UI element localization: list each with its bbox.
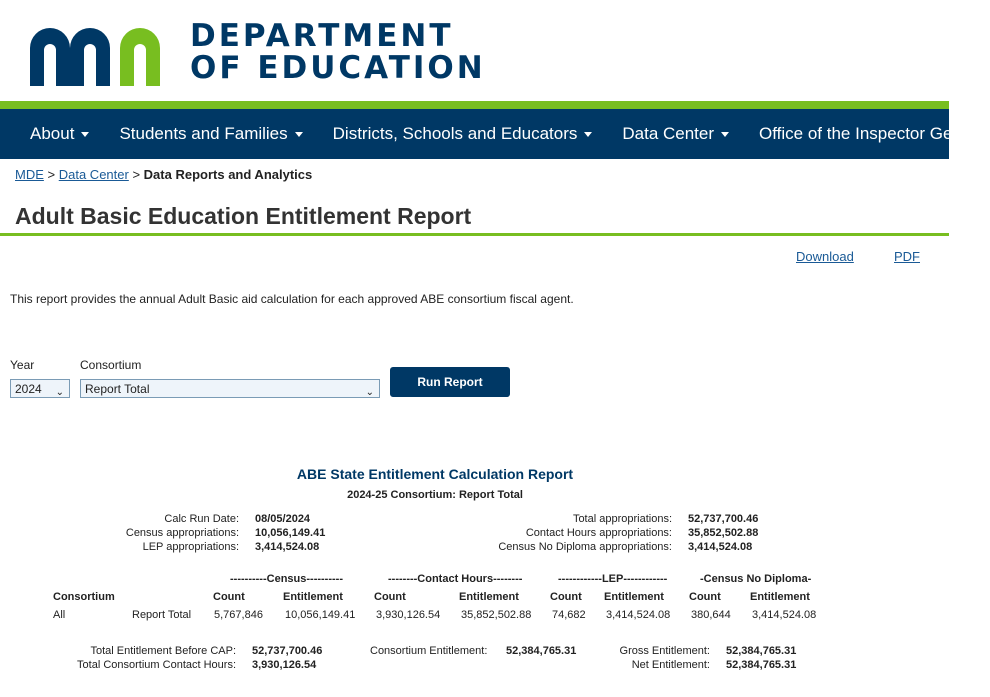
census-appropriations-label: Census appropriations:: [125, 527, 239, 539]
title-divider: [0, 233, 949, 236]
col-header-cnd-count: Count: [689, 591, 721, 603]
chevron-down-icon: ⌄: [55, 387, 64, 398]
cell-lep-count: 74,682: [552, 609, 586, 621]
col-header-cnd-entitlement: Entitlement: [750, 591, 810, 603]
census-appropriations-value: 10,056,149.41: [255, 527, 326, 539]
caret-down-icon: [584, 132, 592, 137]
group-header-census-no-diploma: -Census No Diploma-: [700, 573, 812, 585]
nav-item-about[interactable]: About: [30, 124, 89, 144]
group-header-census: ----------Census----------: [230, 573, 343, 585]
lep-appropriations-value: 3,414,524.08: [255, 541, 320, 553]
year-select[interactable]: [10, 379, 70, 398]
download-link[interactable]: Download: [796, 249, 854, 264]
dept-line-2: OF EDUCATION: [190, 50, 486, 86]
breadcrumb-current: Data Reports and Analytics: [143, 167, 313, 182]
contact-hours-appropriations-value: 35,852,502.88: [688, 527, 759, 539]
consortium-select[interactable]: [80, 379, 380, 398]
lep-appropriations-label: LEP appropriations:: [142, 541, 239, 553]
page-title: Adult Basic Education Entitlement Report: [15, 203, 472, 229]
nav-item-inspector-general[interactable]: Office of the Inspector General: [759, 124, 990, 143]
col-header-census-entitlement: Entitlement: [283, 591, 343, 603]
total-appropriations-label: Total appropriations:: [572, 513, 672, 525]
cell-ch-entitlement: 35,852,502.88: [461, 609, 532, 621]
run-report-button[interactable]: Run Report: [390, 367, 510, 397]
cell-census-entitlement: 10,056,149.41: [285, 609, 356, 621]
col-header-census-count: Count: [213, 591, 245, 603]
col-header-ch-entitlement: Entitlement: [459, 591, 519, 603]
breadcrumb-link-data-center[interactable]: Data Center: [58, 167, 129, 182]
chevron-down-icon: ⌄: [365, 387, 374, 398]
consortium-label: Consortium: [80, 358, 142, 372]
cell-cnd-entitlement: 3,414,524.08: [752, 609, 817, 621]
cell-name: Report Total: [132, 609, 192, 621]
group-header-contact-hours: --------Contact Hours--------: [388, 573, 523, 585]
year-label: Year: [10, 358, 35, 372]
gross-entitlement-value: 52,384,765.31: [726, 645, 797, 657]
calc-run-date-label: Calc Run Date:: [164, 513, 239, 525]
cell-lep-entitlement: 3,414,524.08: [606, 609, 671, 621]
cell-cnd-count: 380,644: [691, 609, 731, 621]
contact-hours-appropriations-label: Contact Hours appropriations:: [525, 527, 672, 539]
mn-logo-icon[interactable]: [30, 26, 170, 86]
census-no-diploma-appropriations-label: Census No Diploma appropriations:: [498, 541, 672, 553]
consortium-select-value: Report Total: [85, 382, 150, 396]
breadcrumb-separator: >: [47, 167, 56, 182]
total-appropriations-value: 52,737,700.46: [688, 513, 759, 525]
before-cap-label: Total Entitlement Before CAP:: [90, 645, 236, 657]
cell-ch-count: 3,930,126.54: [376, 609, 441, 621]
before-cap-value: 52,737,700.46: [252, 645, 323, 657]
caret-down-icon: [295, 132, 303, 137]
col-header-ch-count: Count: [374, 591, 406, 603]
group-header-lep: ------------LEP------------: [558, 573, 668, 585]
report-title: ABE State Entitlement Calculation Report: [296, 466, 574, 482]
nav-item-students-families[interactable]: Students and Families: [119, 124, 302, 144]
site-header: [0, 0, 949, 101]
contact-hours-total-value: 3,930,126.54: [252, 659, 317, 671]
calc-run-date-value: 08/05/2024: [255, 513, 311, 525]
consortium-entitlement-label: Consortium Entitlement:: [370, 645, 488, 657]
cell-census-count: 5,767,846: [214, 609, 263, 621]
breadcrumb-link-mde[interactable]: MDE: [15, 167, 44, 182]
cell-consortium: All: [53, 609, 66, 621]
gross-entitlement-label: Gross Entitlement:: [619, 645, 710, 657]
breadcrumb: [15, 167, 312, 182]
net-entitlement-label: Net Entitlement:: [631, 659, 710, 671]
pdf-link[interactable]: PDF: [894, 249, 920, 264]
caret-down-icon: [721, 132, 729, 137]
caret-down-icon: [81, 132, 89, 137]
census-no-diploma-appropriations-value: 3,414,524.08: [688, 541, 753, 553]
header-accent-bar: [0, 101, 949, 109]
dept-line-1: DEPARTMENT: [190, 18, 454, 54]
contact-hours-total-label: Total Consortium Contact Hours:: [77, 659, 236, 671]
consortium-entitlement-value: 52,384,765.31: [506, 645, 577, 657]
net-entitlement-value: 52,384,765.31: [726, 659, 797, 671]
nav-item-districts-schools[interactable]: Districts, Schools and Educators: [333, 124, 593, 144]
year-select-value: 2024: [15, 382, 42, 396]
report-subtitle: 2024-25 Consortium: Report Total: [347, 489, 523, 501]
breadcrumb-separator: >: [132, 167, 141, 182]
col-header-lep-count: Count: [550, 591, 582, 603]
col-header-lep-entitlement: Entitlement: [604, 591, 664, 603]
department-name: [190, 20, 486, 84]
main-nav: [0, 109, 990, 159]
nav-item-data-center[interactable]: Data Center: [622, 124, 729, 144]
col-header-consortium: Consortium: [53, 591, 115, 603]
report-description: This report provides the annual Adult Basic aid calculation for each approved ABE consortium fiscal agent.: [10, 292, 574, 306]
